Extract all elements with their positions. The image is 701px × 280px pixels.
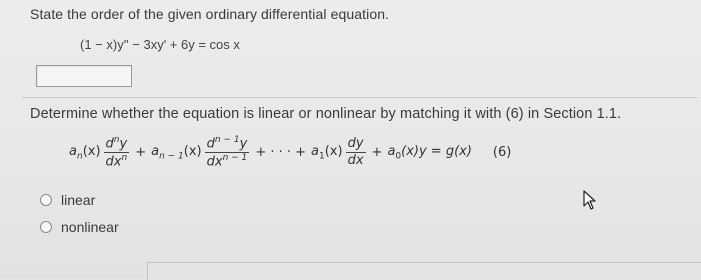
option-linear-label: linear	[61, 192, 96, 208]
ellipsis-operator: + · · · +	[255, 144, 307, 160]
equation-number: (6)	[492, 144, 512, 160]
question1-prompt: State the order of the given ordinary differential equation.	[30, 6, 390, 22]
option-nonlinear-label: nonlinear	[61, 219, 119, 235]
n-minus-1-derivative-fraction: $\frac{d^{n - 1}y}{dx^{n - 1}}$	[206, 135, 248, 170]
an-coefficient: $a_n(x)$	[69, 143, 101, 162]
an-minus-1-coefficient: $a_{n - 1}(x)$	[151, 143, 202, 162]
mouse-pointer-icon	[583, 190, 597, 210]
plus-operator: +	[135, 144, 147, 160]
general-linear-equation	[68, 136, 511, 169]
radio-nonlinear[interactable]	[40, 221, 52, 233]
radio-linear[interactable]	[40, 194, 52, 206]
nth-derivative-fraction: $\frac{d^ny}{dx^n}$	[105, 135, 128, 170]
a0-term: $a_0(x)y = g(x)$	[387, 143, 472, 162]
section-divider	[22, 97, 697, 98]
question2-prompt: Determine whether the equation is linear or nonlinear by matching it with (6) in Section 1.1.	[30, 106, 622, 122]
order-answer-input[interactable]	[36, 65, 132, 87]
question1-equation: (1 − x)y'' − 3xy' + 6y = cos x	[80, 37, 240, 52]
a1-coefficient: $a_1(x)$	[311, 143, 343, 162]
linearity-options	[40, 190, 119, 244]
plus-operator-2: +	[371, 144, 383, 160]
option-linear[interactable]	[40, 190, 119, 210]
option-nonlinear[interactable]	[40, 217, 119, 237]
bottom-panel-edge	[147, 262, 701, 280]
first-derivative-fraction: $\frac{dy}{dx}$	[347, 136, 364, 168]
